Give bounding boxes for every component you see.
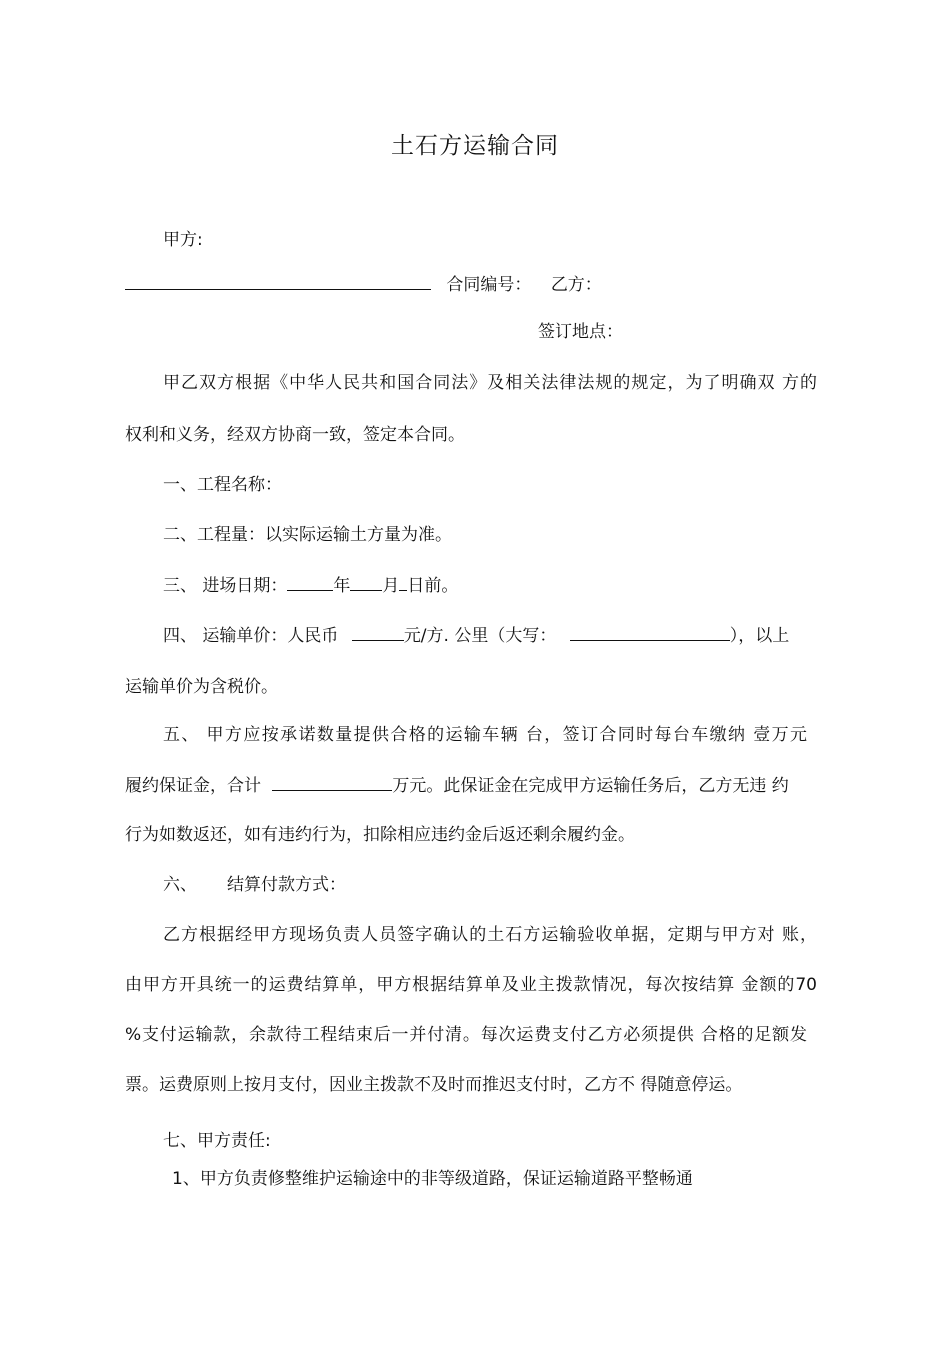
month-label: 月 — [382, 576, 400, 596]
section-3-entry-date — [163, 574, 458, 597]
section-7-item-1: 1、甲方负责修整维护运输途中的非等级道路，保证运输道路平整畅通 — [172, 1169, 693, 1189]
contract-number-label: 合同编号： — [446, 275, 532, 295]
day-suffix: 日前。 — [407, 576, 459, 596]
section-5-line-2-suffix: 万元。此保证金在完成甲方运输任务后，乙方无违 约 — [392, 776, 789, 796]
month-blank[interactable] — [350, 574, 382, 591]
price-unit: 元/方. 公里（大写： — [403, 626, 557, 646]
section-5-line-2 — [125, 774, 817, 797]
section-6-line-2: 由甲方开具统一的运费结算单，甲方根据结算单及业主拨款情况，每次按结算 金额的70 — [125, 975, 817, 995]
section-2-quantity: 二、工程量：以实际运输土方量为准。 — [163, 525, 452, 545]
section-6-line-4: 票。运费原则上按月支付，因业主拨款不及时而推迟支付时，乙方不 得随意停运。 — [125, 1075, 743, 1095]
party-a-row — [125, 273, 602, 296]
intro-line-1: 甲乙双方根据《中华人民共和国合同法》及相关法律法规的规定，为了明确双 方的 — [163, 373, 817, 393]
section-6-label: 结算付款方式： — [227, 875, 346, 895]
document-title: 土石方运输合同 — [391, 133, 559, 159]
deposit-total-blank[interactable] — [272, 774, 392, 791]
party-a-blank[interactable] — [125, 273, 431, 290]
section-1-project-name: 一、工程名称： — [163, 475, 282, 495]
signing-place-label: 签订地点： — [538, 322, 623, 342]
price-blank[interactable] — [352, 624, 404, 641]
section-5-line-1: 五、 甲方应按承诺数量提供合格的运输车辆 台，签订合同时每台车缴纳 壹万元 — [163, 725, 807, 745]
year-label: 年 — [333, 576, 351, 596]
section-6-number: 六、 — [163, 875, 197, 895]
section-5-line-2-prefix: 履约保证金，合计 — [125, 776, 261, 796]
section-4-line-2: 运输单价为含税价。 — [125, 677, 278, 697]
section-3-prefix: 三、 进场日期： — [163, 576, 288, 596]
section-6-line-3: %支付运输款，余款待工程结束后一并付清。每次运费支付乙方必须提供 合格的足额发 — [125, 1025, 807, 1045]
section-6-line-1: 乙方根据经甲方现场负责人员签字确认的土石方运输验收单据，定期与甲方对 账， — [163, 925, 817, 945]
section-4-unit-price — [163, 624, 817, 647]
section-5-line-3: 行为如数返还，如有违约行为，扣除相应违约金后返还剩余履约金。 — [125, 825, 635, 845]
year-blank[interactable] — [287, 574, 333, 591]
price-capital-blank[interactable] — [570, 624, 730, 641]
party-a-label: 甲方: — [163, 230, 203, 250]
section-4-prefix: 四、 运输单价：人民币 — [163, 626, 339, 646]
party-b-label: 乙方： — [550, 275, 602, 295]
section-4-suffix: ），以上 — [729, 626, 790, 646]
intro-line-2: 权利和义务，经双方协商一致，签定本合同。 — [125, 425, 465, 445]
section-7-heading: 七、甲方责任: — [163, 1131, 271, 1151]
section-6-heading — [163, 874, 346, 896]
